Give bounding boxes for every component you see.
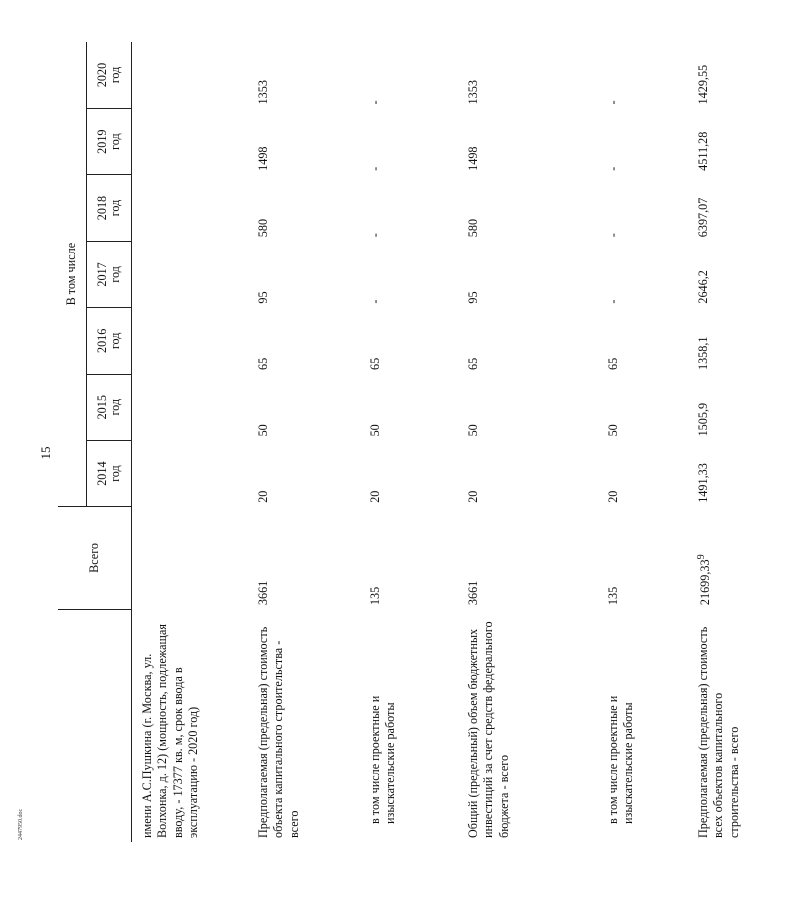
row-value: 65 <box>606 357 620 371</box>
row-value <box>132 440 249 506</box>
year-col-2018 <box>87 175 132 241</box>
year-label: 2018 <box>95 195 110 221</box>
table-body <box>132 42 786 842</box>
row-value: - <box>606 233 620 238</box>
row-value <box>132 42 249 108</box>
row-total <box>688 507 786 609</box>
year-col-2015 <box>87 374 132 440</box>
row-value: 1353 <box>256 80 270 105</box>
year-unit: год <box>108 199 122 217</box>
row-value: 580 <box>256 218 270 238</box>
row-value: 65 <box>466 357 480 371</box>
year-label: 2016 <box>95 328 110 354</box>
row-value: - <box>368 166 382 171</box>
row-value <box>132 308 249 374</box>
footer-doc-code: 2447950.doc <box>18 808 24 840</box>
row-label: Предполагаемая (предельная) стоимость всех объектов капитального строительства - всего <box>696 626 741 838</box>
row-value <box>132 175 249 241</box>
table-row <box>598 42 688 842</box>
row-value: 1358,1 <box>696 336 710 371</box>
year-col-2014 <box>87 440 132 506</box>
row-value: 50 <box>466 424 480 437</box>
row-value: - <box>606 166 620 171</box>
row-label: имени А.С.Пушкина (г. Москва, ул. Волхонка, д. 12) (мощность, подлежащая вводу, - 17377 кв. м, срок ввода в эксплуатацию - 2020 год) <box>140 624 200 838</box>
row-total: 135 <box>606 586 620 606</box>
table-row <box>248 42 360 842</box>
year-label: 2014 <box>95 461 110 486</box>
row-value: 6397,07 <box>696 197 710 238</box>
row-value: 50 <box>256 424 270 437</box>
row-value: 50 <box>368 424 382 437</box>
year-label: 2019 <box>95 129 110 154</box>
table-row <box>688 42 786 842</box>
header-total: Всего <box>58 507 132 609</box>
row-value: 20 <box>466 490 480 503</box>
year-col-2016 <box>87 308 132 374</box>
row-label: в том числе проектные и изыскательские работы <box>606 695 636 824</box>
table-row <box>132 42 249 842</box>
year-unit: год <box>108 133 122 150</box>
row-total <box>132 507 249 609</box>
row-value: 1498 <box>466 146 480 171</box>
row-value: 95 <box>256 291 270 304</box>
row-value: 1498 <box>256 146 270 171</box>
row-value: - <box>368 100 382 105</box>
row-label: Общий (предельный) объем бюджетных инвестиций за счет средств федерального бюджета - всего <box>466 621 511 838</box>
total-value: 21699,33 <box>698 559 713 606</box>
year-col-2019 <box>87 108 132 174</box>
row-value: 1353 <box>466 80 480 105</box>
year-unit: год <box>108 66 122 84</box>
header-label-cell <box>58 609 132 842</box>
table-row <box>458 42 598 842</box>
table-header <box>58 42 132 842</box>
row-value: 20 <box>368 490 382 503</box>
year-col-2017 <box>87 241 132 307</box>
row-value: 65 <box>256 357 270 371</box>
row-value <box>132 241 249 307</box>
rotated-table-wrapper <box>58 42 741 842</box>
row-value: 1429,55 <box>696 64 710 105</box>
year-unit: год <box>108 398 122 416</box>
row-label: в том числе проектные и изыскательские работы <box>368 695 398 824</box>
row-value: 4511,28 <box>696 131 710 171</box>
row-value: 95 <box>466 291 480 304</box>
year-col-2020 <box>87 42 132 108</box>
row-value: 20 <box>256 490 270 503</box>
header-group: В том числе <box>58 42 87 507</box>
row-value <box>132 374 249 440</box>
year-label: 2015 <box>95 395 110 420</box>
row-value <box>132 108 249 174</box>
year-label: 2017 <box>95 262 110 287</box>
row-value: 50 <box>606 424 620 437</box>
row-value: 1505,9 <box>696 402 710 437</box>
investment-table <box>58 42 786 842</box>
year-unit: год <box>108 465 122 482</box>
row-value: - <box>606 100 620 105</box>
row-value: 1491,33 <box>696 463 710 503</box>
row-value: 2646,2 <box>696 270 710 304</box>
row-value: - <box>606 299 620 304</box>
row-label: Предполагаемая (предельная) стоимость объекта капитального строительства - всего <box>256 626 301 838</box>
year-label: 2020 <box>95 62 110 88</box>
year-unit: год <box>108 332 122 350</box>
table-row <box>360 42 458 842</box>
row-total: 3661 <box>466 580 480 606</box>
row-total: 3661 <box>256 580 270 606</box>
row-value: 20 <box>606 490 620 503</box>
year-unit: год <box>108 266 122 283</box>
row-value: 65 <box>368 357 382 371</box>
page-number: 15 <box>38 446 53 460</box>
row-value: 580 <box>466 218 480 238</box>
row-total: 135 <box>368 586 382 606</box>
footnote-mark: 9 <box>696 554 707 560</box>
row-value: - <box>368 233 382 238</box>
row-value: - <box>368 299 382 304</box>
